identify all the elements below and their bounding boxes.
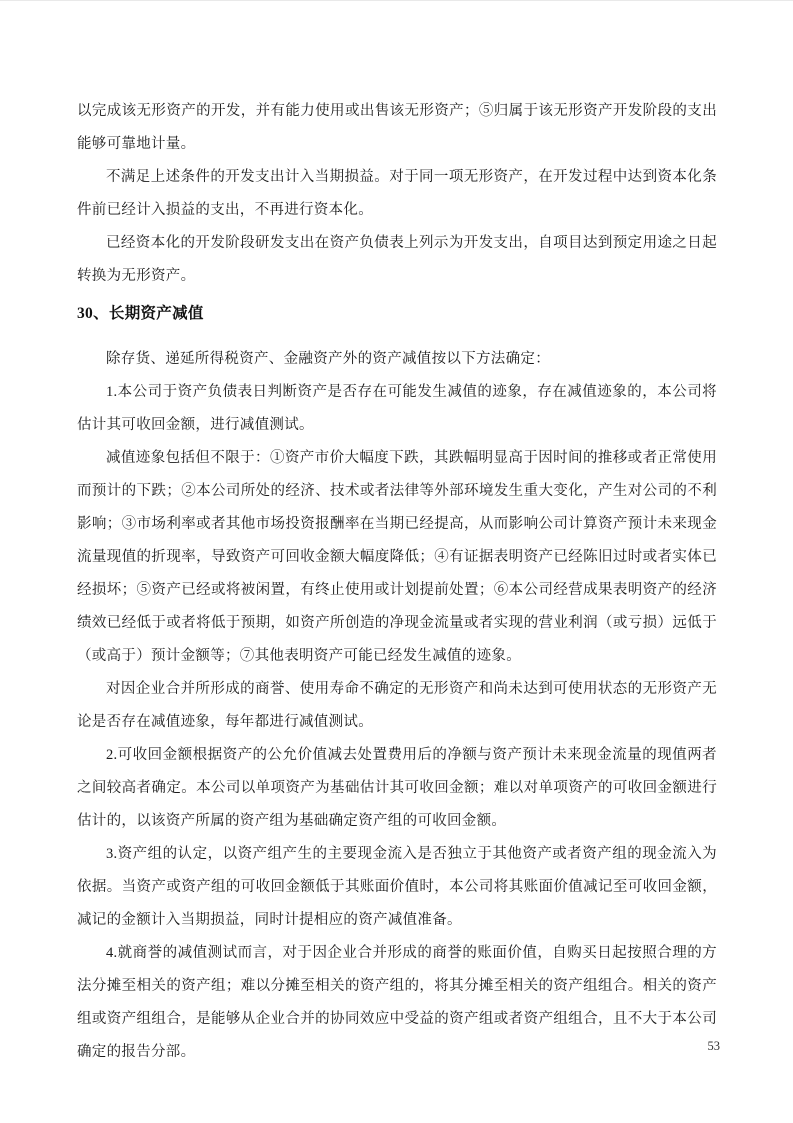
paragraph: 对因企业合并所形成的商誉、使用寿命不确定的无形资产和尚未达到可使用状态的无形资产无论是否存在减值迹象，每年都进行减值测试。 [77,681,717,730]
paragraph: 不满足上述条件的开发支出计入当期损益。对于同一项无形资产，在开发过程中达到资本化条件前已经计入损益的支出，不再进行资本化。 [77,169,717,218]
paragraph: 4.就商誉的减值测试而言，对于因企业合并形成的商誉的账面价值，自购买日起按照合理的方法分摊至相关的资产组；难以分摊至相关的资产组的，将其分摊至相关的资产组组合。相关的资产组或资产组组合，是能够从企业合并的协同效应中受益的资产组或者资产组组合，且不大于本公司确定的报告分部。 [77,945,717,1060]
paragraph: 1.本公司于资产负债表日判断资产是否存在可能发生减值的迹象，存在减值迹象的，本公司将估计其可收回金额，进行减值测试。 [77,384,717,433]
paragraph: 除存货、递延所得税资产、金融资产外的资产减值按以下方法确定： [106,351,550,367]
page-number: 53 [707,1039,720,1053]
paragraph: 3.资产组的认定，以资产组产生的主要现金流入是否独立于其他资产或者资产组的现金流入为依据。当资产或资产组的可收回金额低于其账面价值时，本公司将其账面价值减记至可收回金额，减记的金额计入当期损益，同时计提相应的资产减值准备。 [77,846,717,928]
paragraph: 已经资本化的开发阶段研发支出在资产负债表上列示为开发支出，自项目达到预定用途之日起转换为无形资产。 [77,235,717,284]
paragraph: 以完成该无形资产的开发，并有能力使用或出售该无形资产；⑤归属于该无形资产开发阶段的支出能够可靠地计量。 [77,103,717,152]
section-heading: 30、长期资产减值 [77,305,204,322]
document-body [77,95,717,1069]
paragraph: 减值迹象包括但不限于：①资产市价大幅度下跌，其跌幅明显高于因时间的推移或者正常使用而预计的下跌；②本公司所处的经济、技术或者法律等外部环境发生重大变化，产生对公司的不利影响；③市场利率或者其他市场投资报酬率在当期已经提高，从而影响公司计算资产预计未来现金流量现值的折现率，导致资产可回收金额大幅度降低；④有证据表明资产已经陈旧过时或者实体已经损坏；⑤资产已经或将被闲置，有终止使用或计划提前处置；⑥本公司经营成果表明资产的经济绩效已经低于或者将低于预期，如资产所创造的净现金流量或者实现的营业利润（或亏损）远低于（或高于）预计金额等；⑦其他表明资产可能已经发生减值的迹象。 [77,450,717,664]
paragraph: 2.可收回金额根据资产的公允价值减去处置费用后的净额与资产预计未来现金流量的现值两者之间较高者确定。本公司以单项资产为基础估计其可收回金额；难以对单项资产的可收回金额进行估计的，以该资产所属的资产组为基础确定资产组的可收回金额。 [77,747,717,829]
